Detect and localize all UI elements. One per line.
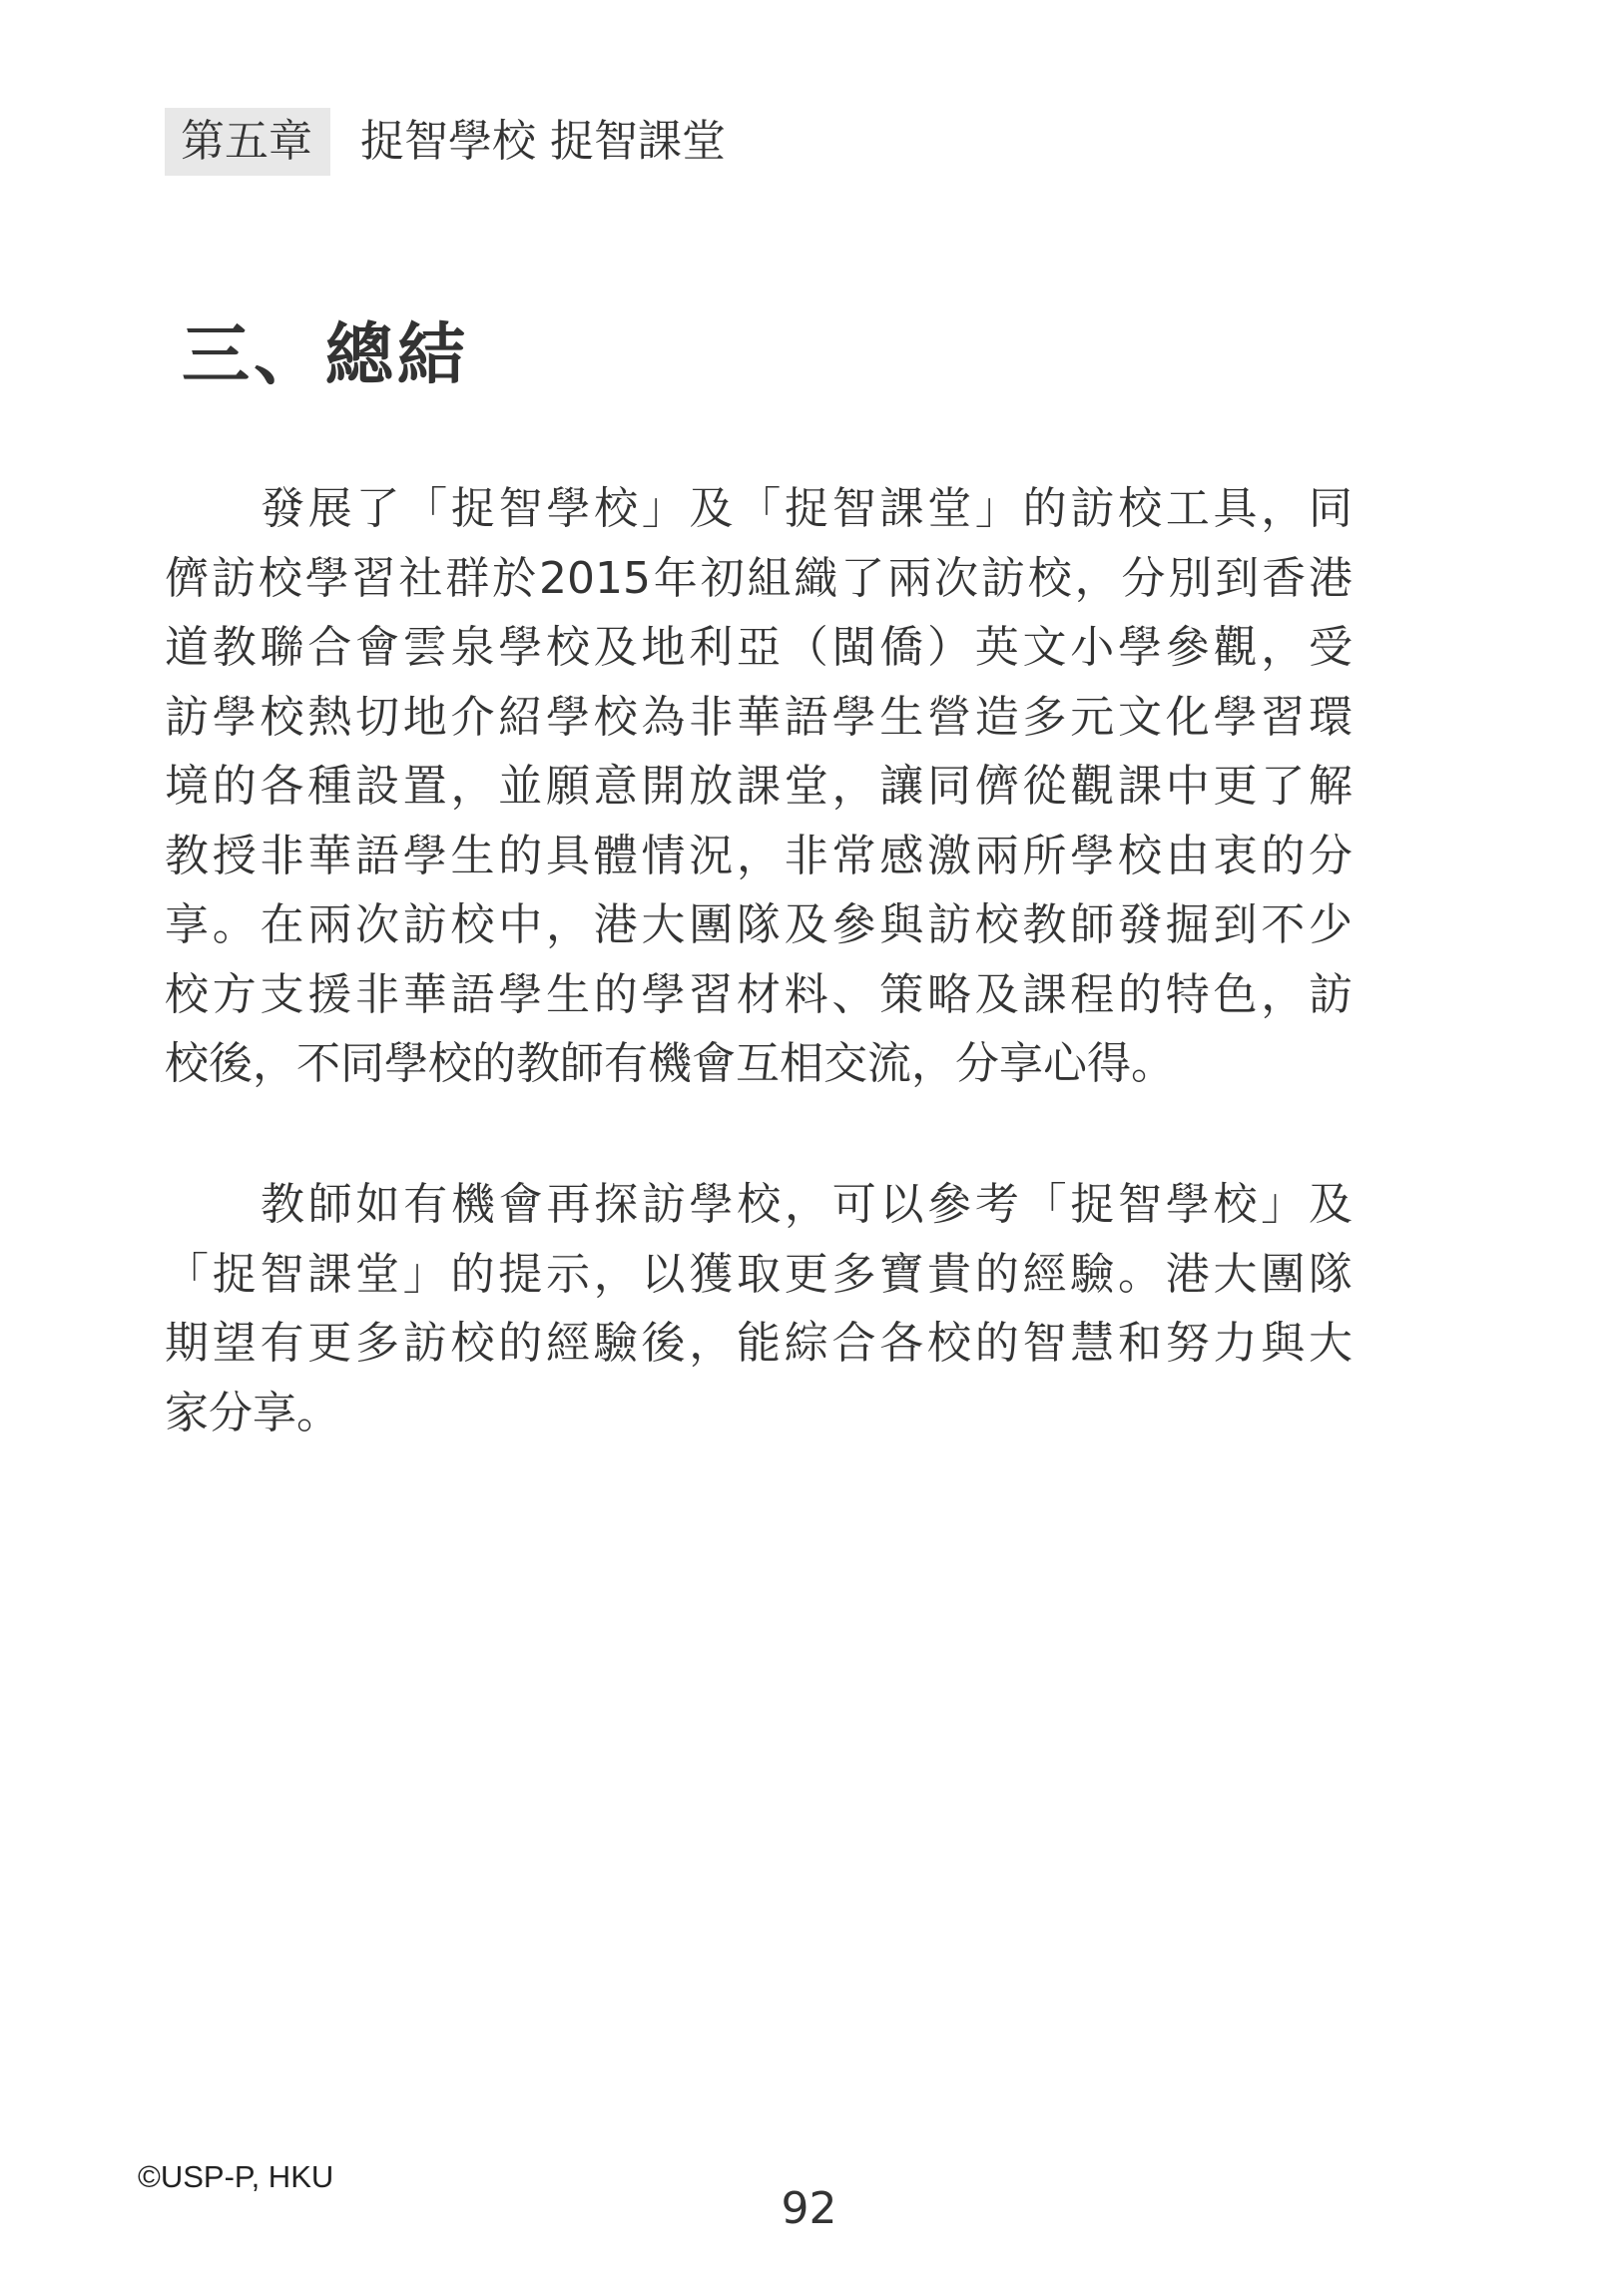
paragraph-line: 教授非華語學生的具體情況，非常感激兩所學校由衷的分 xyxy=(165,830,1352,881)
chapter-header xyxy=(165,108,726,176)
paragraph-line: 校方支援非華語學生的學習材料、策略及課程的特色，訪 xyxy=(165,968,1352,1020)
chapter-title: 捉智學校 捉智課堂 xyxy=(360,116,726,167)
chapter-label: 第五章 xyxy=(165,108,330,176)
paragraph-line: 發展了「捉智學校」及「捉智課堂」的訪校工具，同 xyxy=(261,483,1352,534)
page-number: 92 xyxy=(781,2183,837,2234)
paragraph-line: 道教聯合會雲泉學校及地利亞（閩僑）英文小學參觀，受 xyxy=(165,622,1352,673)
paragraph-line: 訪學校熱切地介紹學校為非華語學生營造多元文化學習環 xyxy=(165,691,1352,743)
section-heading: 三、總結 xyxy=(182,316,470,395)
paragraph-line: 期望有更多訪校的經驗後，能綜合各校的智慧和努力與大 xyxy=(165,1318,1352,1369)
copyright-notice: ©USP-P, HKU xyxy=(138,2159,334,2194)
paragraph-line: 校後，不同學校的教師有機會互相交流，分享心得。 xyxy=(165,1038,1175,1089)
paragraph-line: 「捉智課堂」的提示，以獲取更多寶貴的經驗。港大團隊 xyxy=(165,1248,1352,1300)
paragraph-line: 享。在兩次訪校中，港大團隊及參與訪校教師發掘到不少 xyxy=(165,899,1352,950)
paragraph-line: 家分享。 xyxy=(165,1387,340,1438)
paragraph-2 xyxy=(165,1170,1352,1447)
paragraph-line: 教師如有機會再探訪學校，可以參考「捉智學校」及 xyxy=(261,1179,1352,1230)
paragraph-line: 儕訪校學習社群於2015年初組織了兩次訪校，分別到香港 xyxy=(165,552,1352,604)
paragraph-line: 境的各種設置，並願意開放課堂，讓同儕從觀課中更了解 xyxy=(165,761,1352,812)
paragraph-1 xyxy=(165,474,1352,1099)
